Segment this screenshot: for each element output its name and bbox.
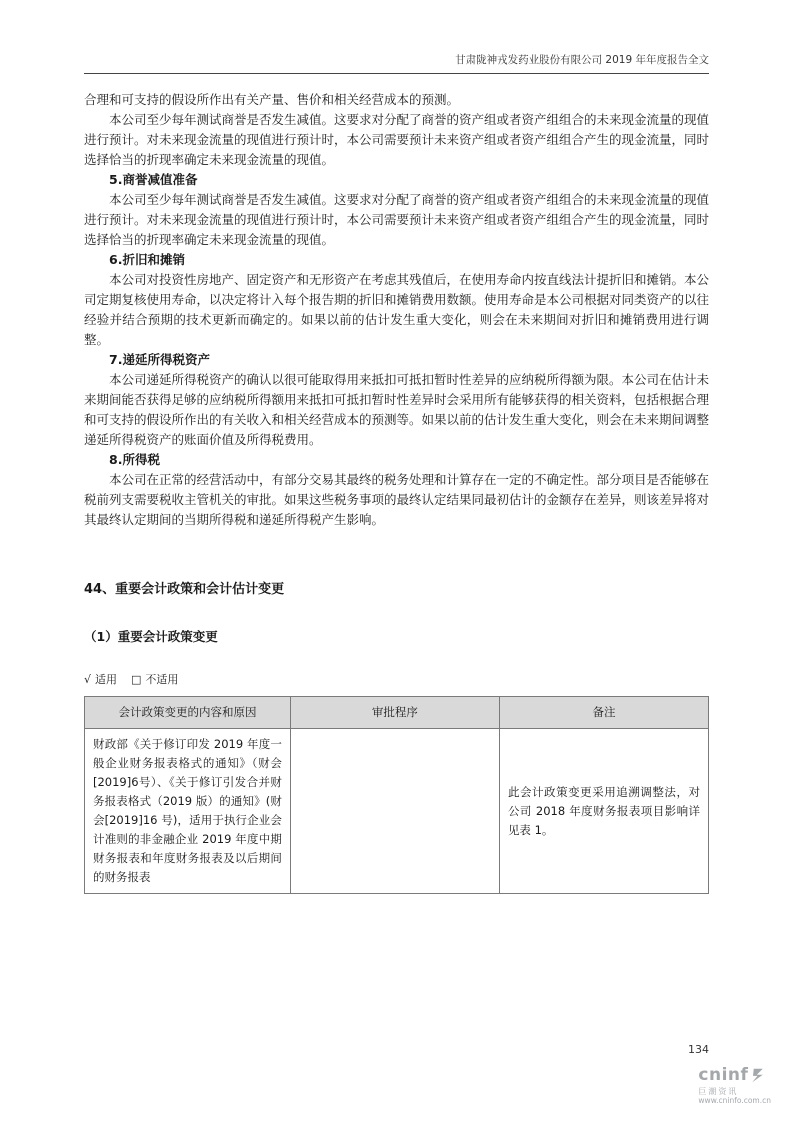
applicability-line xyxy=(84,671,709,687)
lightning-bolt-icon xyxy=(750,1068,765,1083)
subsection-heading-income-tax: 8.所得税 xyxy=(109,452,160,467)
subsection-heading-deferred-tax: 7.递延所得税资产 xyxy=(109,352,210,367)
cell-approval-procedure xyxy=(290,729,499,894)
paragraph: 本公司至少每年测试商誉是否发生减值。这要求对分配了商誉的资产组或者资产组组合的未来现金流量的现值进行预计。对未来现金流量的现值进行预计时，本公司需要预计未来资产组或者资产组组合产生的现金流量，同时选择恰当的折现率确定未来现金流量的现值。 xyxy=(84,192,710,247)
paragraph: 本公司对投资性房地产、固定资产和无形资产在考虑其残值后，在使用寿命内按直线法计提折旧和摊销。本公司定期复核使用寿命，以决定将计入每个报告期的折旧和摊销费用数额。使用寿命是本公司根据对同类资产的以往经验并结合预期的技术更新而确定的。如果以前的估计发生重大变化，则会在未来期间对折旧和摊销费用进行调整。 xyxy=(84,272,710,347)
body-content xyxy=(84,90,709,530)
paragraph: 本公司在正常的经营活动中，有部分交易其最终的税务处理和计算存在一定的不确定性。部分项目是否能够在税前列支需要税收主管机关的审批。如果这些税务事项的最终认定结果同最初估计的金额存在差异，则该差异将对其最终认定期间的当期所得税和递延所得税产生影响。 xyxy=(84,472,710,527)
document-header-title: 甘肃陇神戎发药业股份有限公司 2019 年年度报告全文 xyxy=(84,52,709,74)
cninfo-chinese-name: 巨潮资讯 xyxy=(698,1087,739,1097)
paragraph: 本公司至少每年测试商誉是否发生减值。这要求对分配了商誉的资产组或者资产组组合的未来现金流量的现值进行预计。对未来现金流量的现值进行预计时，本公司需要预计未来资产组或者资产组组合产生的现金流量，同时选择恰当的折现率确定未来现金流量的现值。 xyxy=(84,112,710,167)
cninfo-wordmark xyxy=(698,1066,771,1086)
table-header-row xyxy=(85,697,709,729)
section-title-44: 44、重要会计政策和会计估计变更 xyxy=(84,582,285,597)
subsection-heading-depreciation: 6.折旧和摊销 xyxy=(109,252,185,267)
paragraph: 本公司递延所得税资产的确认以很可能取得用来抵扣可抵扣暂时性差异的应纳税所得额为限。本公司在估计未来期间能否获得足够的应纳税所得额用来抵扣可抵扣暂时性差异时会采用所有能够获得的相关资料，包括根据合理和可支持的假设所作出的有关收入和相关经营成本的预测等。如果以前的估计发生重大变化，则会在未来期间调整递延所得税资产的账面价值及所得税费用。 xyxy=(84,372,710,447)
cell-policy-content: 财政部《关于修订印发 2019 年度一般企业财务报表格式的通知》（财会[2019]6号）、《关于修订引发合并财务报表格式（2019 版）的通知》(财会[2019]16 号)，适用于执行企业会计准则的非金融企业 2019 年度中期财务报表和年度财务报表及以后期间的财务报表 xyxy=(85,729,291,894)
section-subtitle-policy-change: （1）重要会计政策变更 xyxy=(84,629,218,644)
not-applicable-label: 不适用 xyxy=(145,673,179,686)
applicable-label: 适用 xyxy=(95,673,118,686)
cninfo-url: www.cninfo.com.cn xyxy=(698,1096,771,1106)
page-number: 134 xyxy=(688,1043,709,1056)
column-header-approval: 审批程序 xyxy=(290,697,499,729)
column-header-content-reason: 会计政策变更的内容和原因 xyxy=(85,697,291,729)
table-row xyxy=(85,729,709,894)
cninfo-logo xyxy=(698,1066,771,1106)
paragraph: 合理和可支持的假设所作出有关产量、售价和相关经营成本的预测。 xyxy=(84,92,460,107)
policy-change-table xyxy=(84,696,709,894)
cell-note: 此会计政策变更采用追溯调整法，对公司 2018 年度财务报表项目影响详见表 1。 xyxy=(499,729,708,894)
check-mark-icon: √ xyxy=(84,673,92,686)
column-header-note: 备注 xyxy=(499,697,708,729)
cninfo-wordmark-text: cninf xyxy=(698,1064,749,1085)
subsection-heading-goodwill: 5.商誉减值准备 xyxy=(109,172,198,187)
empty-checkbox-icon: □ xyxy=(131,673,142,686)
